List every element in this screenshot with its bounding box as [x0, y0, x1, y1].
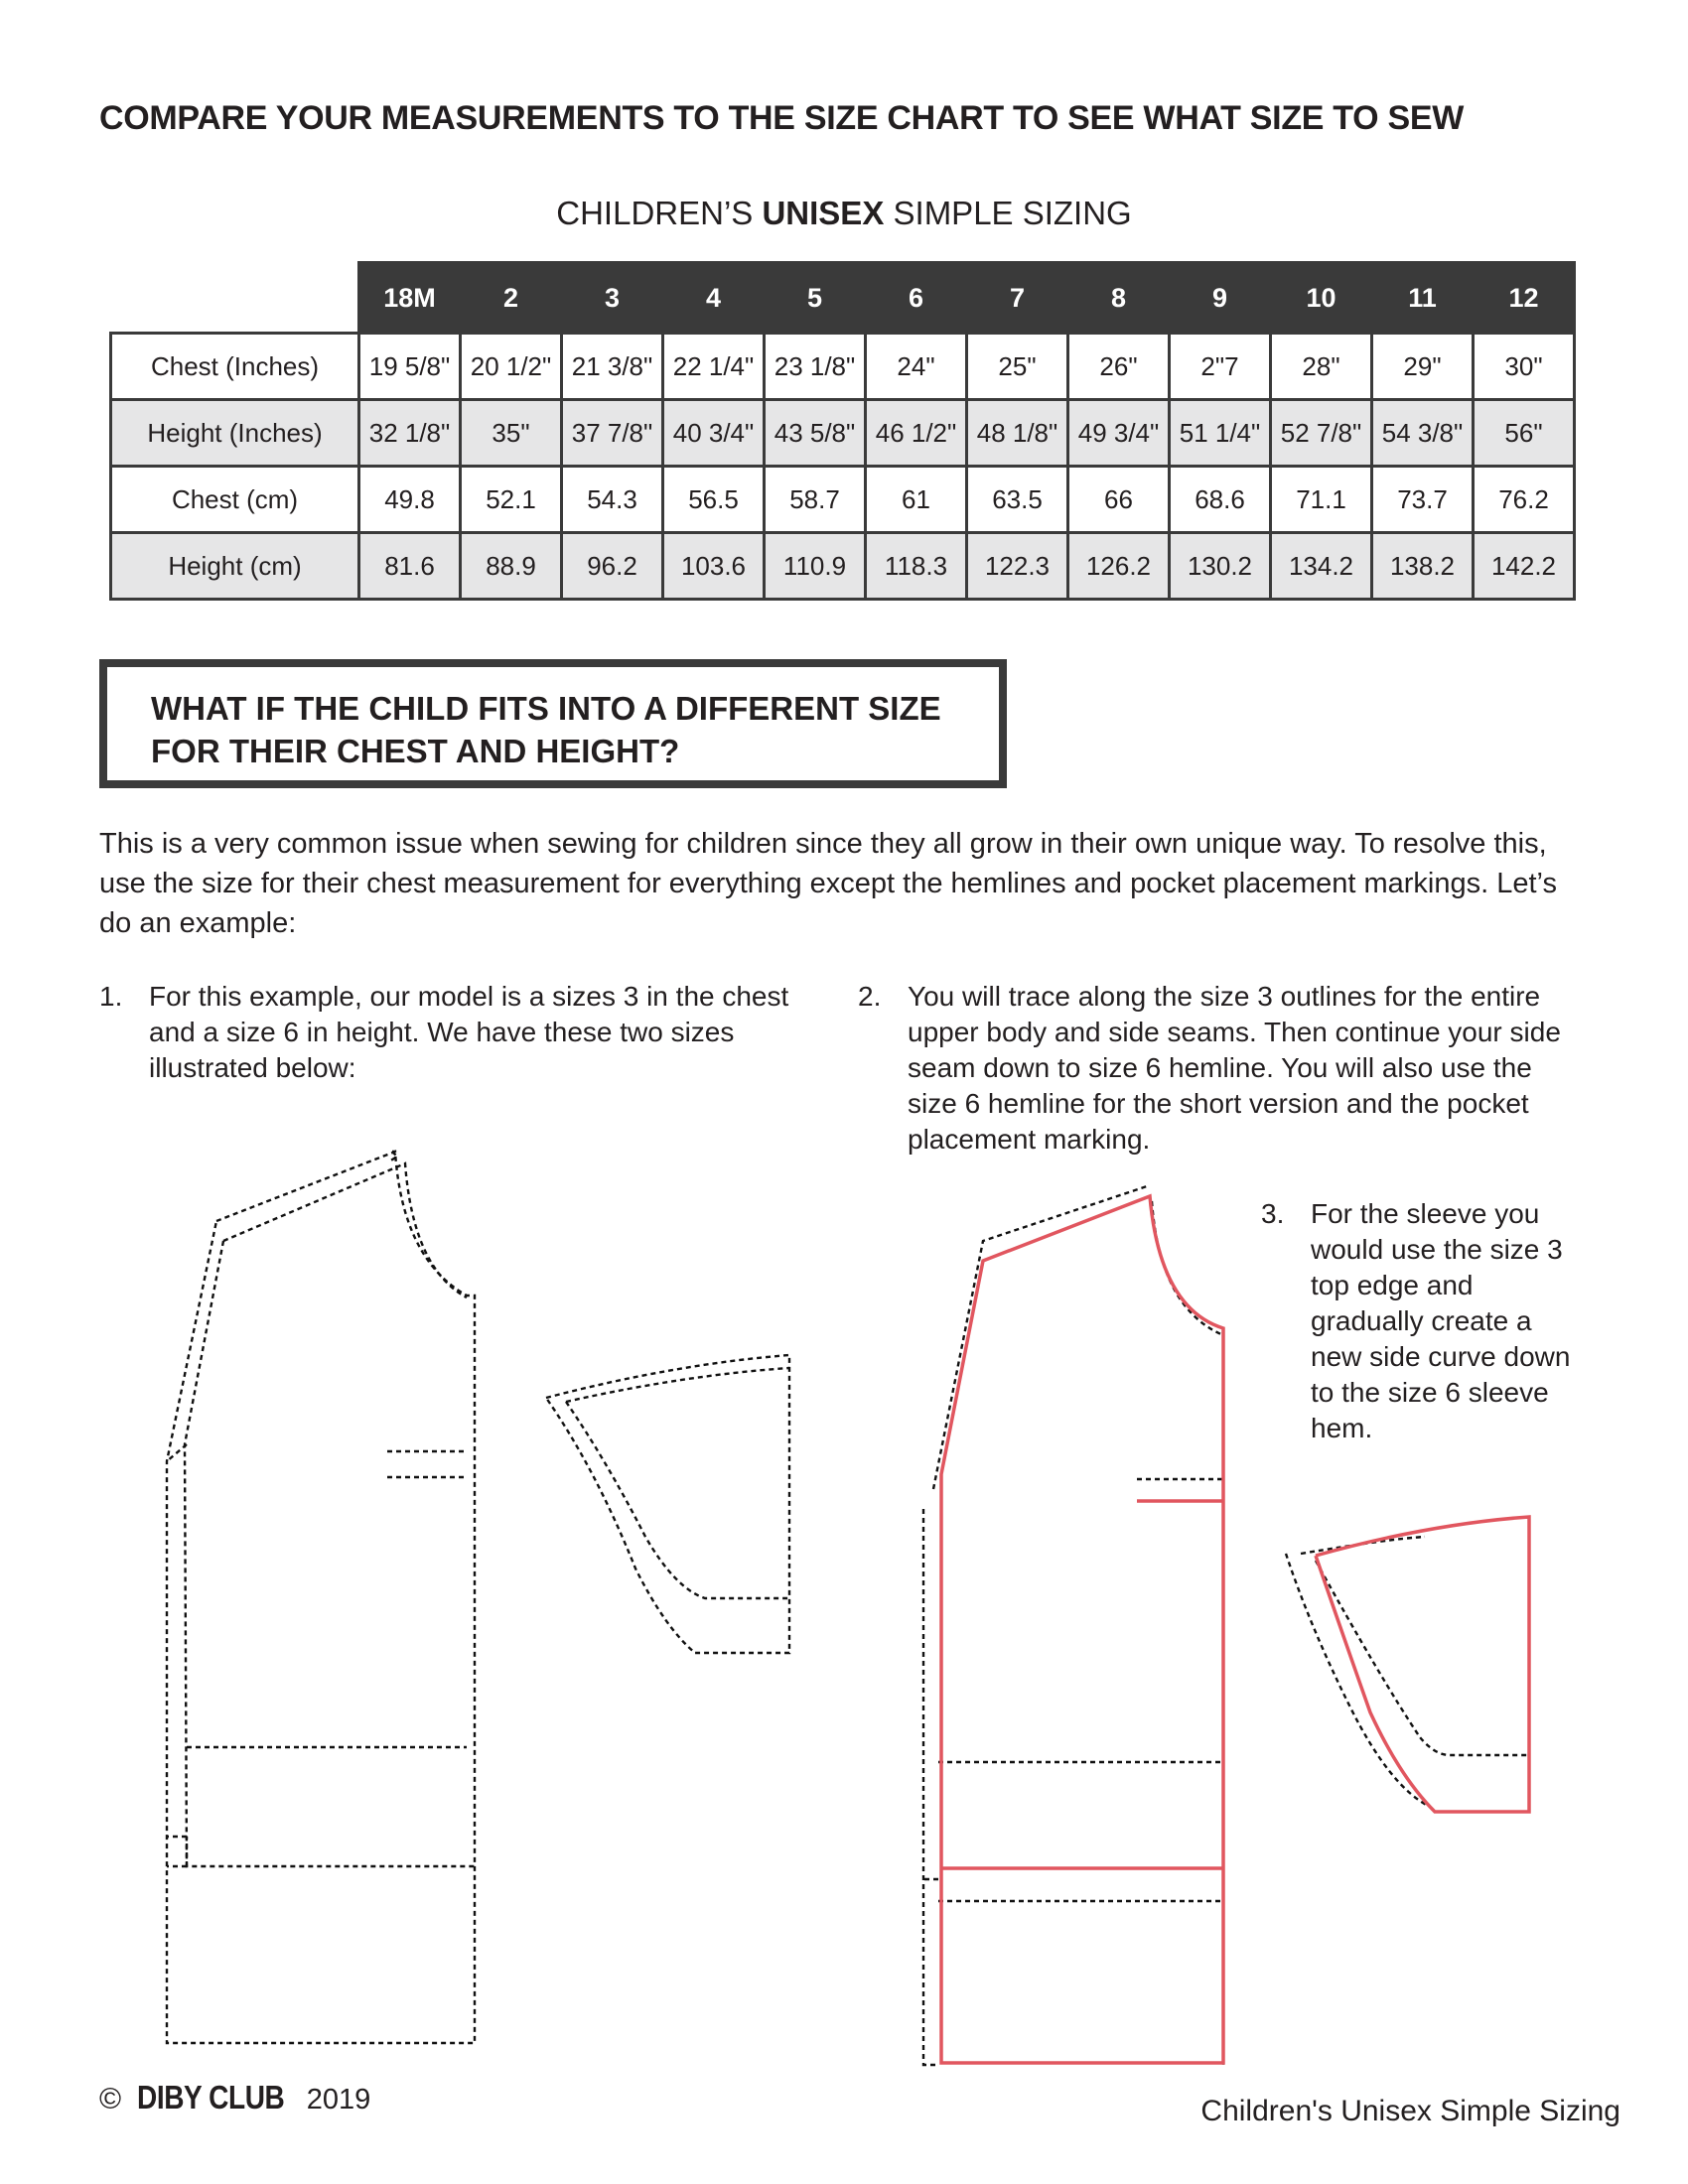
chart-title-prefix: CHILDREN’S: [556, 195, 763, 231]
page-heading: COMPARE YOUR MEASUREMENTS TO THE SIZE CHART TO SEE WHAT SIZE TO SEW: [99, 99, 1465, 137]
table-cell: 51 1/4": [1170, 400, 1271, 467]
table-cell: 25": [967, 334, 1068, 400]
size-header-cell: 6: [866, 263, 967, 334]
step-number: 1.: [99, 981, 123, 1012]
table-cell: 63.5: [967, 467, 1068, 533]
step-number: 2.: [858, 981, 882, 1012]
table-cell: 71.1: [1271, 467, 1372, 533]
copyright-symbol: ©: [99, 2083, 122, 2116]
table-cell: 22 1/4": [663, 334, 765, 400]
table-cell: 66: [1068, 467, 1170, 533]
table-cell: 29": [1372, 334, 1474, 400]
table-cell: 35": [461, 400, 562, 467]
size-header-cell: 18M: [359, 263, 461, 334]
size-header-cell: 3: [562, 263, 663, 334]
table-cell: 58.7: [765, 467, 866, 533]
footer-brand: [99, 2079, 370, 2116]
size-header-cell: 4: [663, 263, 765, 334]
table-cell: 142.2: [1474, 533, 1575, 600]
table-cell: 40 3/4": [663, 400, 765, 467]
table-cell: 134.2: [1271, 533, 1372, 600]
table-cell: 32 1/8": [359, 400, 461, 467]
footer-year: 2019: [306, 2084, 371, 2116]
table-cell: 138.2: [1372, 533, 1474, 600]
table-cell: 56": [1474, 400, 1575, 467]
step-text: For the sleeve you would use the size 3 top edge and gradually create a new side curve down to the size 6 sleeve hem.: [1311, 1198, 1571, 1443]
table-cell: 37 7/8": [562, 400, 663, 467]
size-header-cell: 12: [1474, 263, 1575, 334]
table-cell: 68.6: [1170, 467, 1271, 533]
table-cell: 46 1/2": [866, 400, 967, 467]
table-cell: 96.2: [562, 533, 663, 600]
table-cell: 48 1/8": [967, 400, 1068, 467]
table-cell: 23 1/8": [765, 334, 866, 400]
footer-doc-title: Children's Unisex Simple Sizing: [1200, 2095, 1620, 2127]
bodice-pattern-sizes-3-and-6: [167, 1152, 475, 2043]
table-cell: 76.2: [1474, 467, 1575, 533]
table-cell: 49.8: [359, 467, 461, 533]
table-cell: 126.2: [1068, 533, 1170, 600]
size-header-cell: 5: [765, 263, 866, 334]
size-header-cell: 7: [967, 263, 1068, 334]
table-cell: 30": [1474, 334, 1575, 400]
size-header-cell: 2: [461, 263, 562, 334]
table-cell: 54.3: [562, 467, 663, 533]
table-cell: 61: [866, 467, 967, 533]
table-cell: 28": [1271, 334, 1372, 400]
table-cell: 52.1: [461, 467, 562, 533]
brand-logo-text: DIBY CLUB: [137, 2079, 285, 2116]
chart-title-suffix: SIMPLE SIZING: [884, 195, 1132, 231]
size-header-cell: 8: [1068, 263, 1170, 334]
table-cell: 130.2: [1170, 533, 1271, 600]
row-label: Chest (cm): [111, 467, 359, 533]
table-cell: 122.3: [967, 533, 1068, 600]
table-cell: 21 3/8": [562, 334, 663, 400]
sleeve-traced-pattern: [1286, 1517, 1529, 1812]
row-label: Height (Inches): [111, 400, 359, 467]
table-cell: 88.9: [461, 533, 562, 600]
table-cell: 24": [866, 334, 967, 400]
step-text: You will trace along the size 3 outlines for the entire upper body and side seams. Then continue your side seam down to size 6 hemline. You will also use the size 6 hemline for the short version and the pocket placement marking.: [908, 981, 1561, 1155]
table-cell: 110.9: [765, 533, 866, 600]
table-cell: 73.7: [1372, 467, 1474, 533]
row-label: Height (cm): [111, 533, 359, 600]
chart-title-bold: UNISEX: [762, 195, 885, 231]
size-header-cell: 11: [1372, 263, 1474, 334]
bodice-traced-pattern: [923, 1186, 1223, 2065]
callout-line-2: FOR THEIR CHEST AND HEIGHT?: [151, 733, 680, 769]
size-header-cell: 10: [1271, 263, 1372, 334]
table-cell: 81.6: [359, 533, 461, 600]
sleeve-pattern-sizes-3-and-6: [546, 1355, 789, 1653]
table-cell: 103.6: [663, 533, 765, 600]
row-label: Chest (Inches): [111, 334, 359, 400]
table-cell: 52 7/8": [1271, 400, 1372, 467]
step-text: For this example, our model is a sizes 3 in the chest and a size 6 in height. We have these two sizes illustrated below:: [149, 981, 789, 1083]
table-cell: 20 1/2": [461, 334, 562, 400]
table-cell: 19 5/8": [359, 334, 461, 400]
table-cell: 118.3: [866, 533, 967, 600]
size-header-cell: 9: [1170, 263, 1271, 334]
step-number: 3.: [1261, 1198, 1285, 1229]
table-cell: 56.5: [663, 467, 765, 533]
table-cell: 49 3/4": [1068, 400, 1170, 467]
table-cell: 26": [1068, 334, 1170, 400]
table-cell: 54 3/8": [1372, 400, 1474, 467]
intro-paragraph: This is a very common issue when sewing for children since they all grow in their own unique way. To resolve this, use the size for their chest measurement for everything except the hemlines and pocket placement markings. Let’s do an example:: [99, 828, 1557, 939]
table-cell: 43 5/8": [765, 400, 866, 467]
callout-line-1: WHAT IF THE CHILD FITS INTO A DIFFERENT SIZE: [151, 690, 941, 727]
table-cell: 2"7: [1170, 334, 1271, 400]
